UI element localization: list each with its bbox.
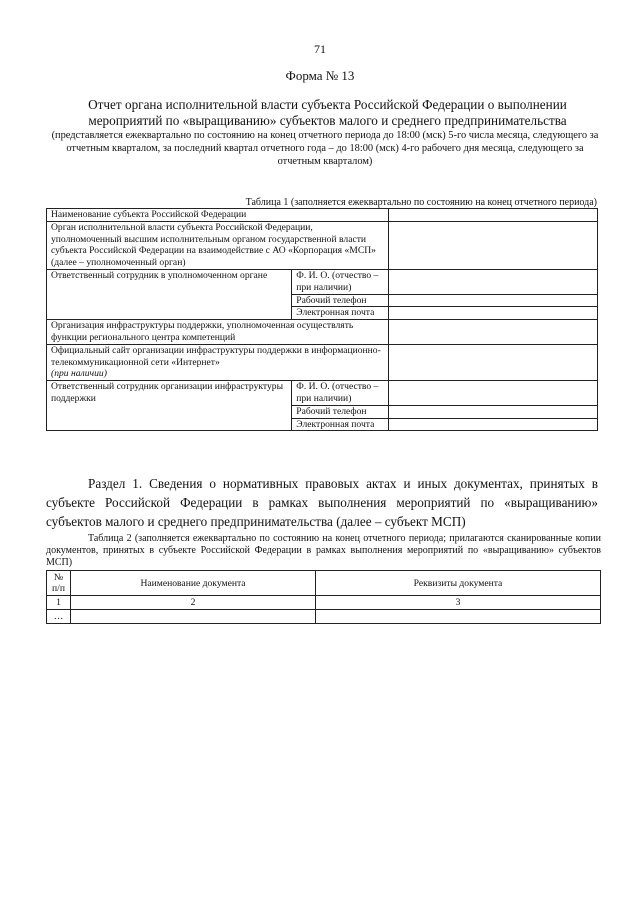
page-number: 71 [314,42,326,56]
cell-fio-label: Ф. И. О. (отчество – при наличии) [292,381,389,406]
empty-cell[interactable] [316,610,601,624]
cell-organ-email-value[interactable] [389,307,598,320]
table2 [46,570,601,624]
section1-title-text: Раздел 1. Сведения о нормативных правовых актах и иных документах, принятых в субъекте Российской Федерации в рамках выполнения мероприятий по «выращиванию» субъектов малого и среднего предпринимательства (далее – субъект МСП) [46,476,598,529]
website-label-note: (при наличии) [51,368,107,380]
report-title: Отчет органа исполнительной власти субъекта Российской Федерации о выполнении мероприятий по «выращиванию» субъектов малого и среднего предпринимательства [88,97,567,128]
table-row [47,320,598,345]
cell-organ-phone-value[interactable] [389,294,598,307]
cell-subject-name-value[interactable] [389,209,598,222]
cell-infra-org-label: Организация инфраструктуры поддержки, уполномоченная осуществлять функции регионального центра компетенций [47,320,389,345]
section1-title [46,474,598,531]
cell-authorized-organ-label: Орган исполнительной власти субъекта Российской Федерации, уполномоченный высшим исполнительным органом государственной власти субъекта Российской Федерации на взаимодействие с АО «Корпорация «МСП» (далее – уполномоченный орган) [47,221,389,269]
header-number: № п/п [47,571,71,596]
numbering-cell: 1 [47,596,71,610]
table-row [47,381,598,406]
cell-organ-fio-value[interactable] [389,269,598,294]
cell-email-label: Электронная почта [292,307,389,320]
table1 [46,208,598,431]
table2-caption: Таблица 2 (заполняется ежеквартально по состоянию на конец отчетного периода; прилагаются сканированные копии документов, принятых в субъекте Российской Федерации в рамках выполнения мероприятий по «выращиванию» субъектов МСП) [46,533,601,568]
cell-organ-employee-label: Ответственный сотрудник в уполномоченном органе [47,269,292,319]
header-doc-name: Наименование документа [71,571,316,596]
table-row [47,221,598,269]
table-row [47,596,601,610]
cell-fio-label: Ф. И. О. (отчество – при наличии) [292,269,389,294]
cell-infra-email-value[interactable] [389,418,598,431]
cell-website-label [47,344,389,380]
cell-infra-fio-value[interactable] [389,381,598,406]
cell-phone-label: Рабочий телефон [292,405,389,418]
empty-cell[interactable] [71,610,316,624]
numbering-cell: 3 [316,596,601,610]
website-label-text: Официальный сайт организации инфраструктуры поддержки в информационно-телекоммуникационной сети «Интернет» [51,344,381,368]
cell-infra-employee-label: Ответственный сотрудник организации инфраструктуры поддержки [47,381,292,431]
table-row [47,269,598,294]
table1-caption: Таблица 1 (заполняется ежеквартально по состоянию на конец отчетного периода) [245,197,597,208]
table-row [47,209,598,222]
numbering-cell: 2 [71,596,316,610]
table-row [47,610,601,624]
report-note: (представляется ежеквартально по состоянию на конец отчетного периода до 18:00 (мск) 5-го числа месяца, следующего за отчетным кварталом, за последний квартал отчетного года – до 18:00 (мск) 4-го рабочего дня месяца, следующего за отчетным кварталом) [51,130,599,167]
form-title: Форма № 13 [285,68,355,83]
cell-infra-org-value[interactable] [389,320,598,345]
cell-website-value[interactable] [389,344,598,380]
cell-email-label: Электронная почта [292,418,389,431]
cell-subject-name-label: Наименование субъекта Российской Федерации [47,209,389,222]
cell-phone-label: Рабочий телефон [292,294,389,307]
table-row [47,344,598,380]
table-header-row [47,571,601,596]
cell-infra-phone-value[interactable] [389,405,598,418]
header-doc-requisites: Реквизиты документа [316,571,601,596]
cell-authorized-organ-value[interactable] [389,221,598,269]
ellipsis-cell: … [47,610,71,624]
